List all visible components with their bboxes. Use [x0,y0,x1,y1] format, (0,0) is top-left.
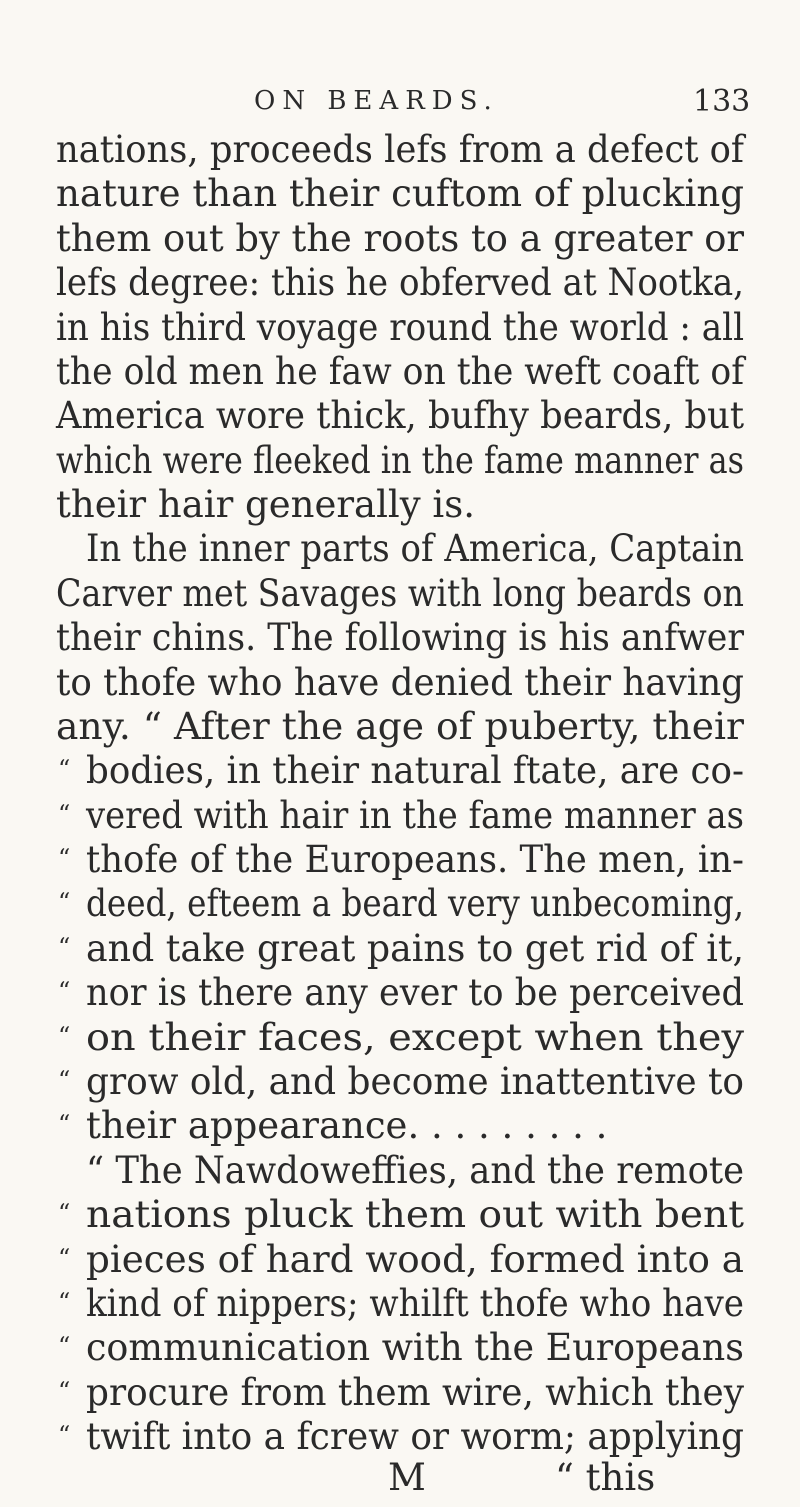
line-text: communication with the Europeans [86,1326,744,1370]
quote-mark: “ [58,1332,71,1361]
line-text: to thofe who have denied their having [56,660,744,704]
quote-mark: “ [58,844,71,873]
signature-mark: M [388,1456,426,1499]
line-text: grow old, and become inattentive to [86,1059,744,1103]
line-text: and take great pains to get rid of it, [86,926,744,970]
line-text: “ The Nawdoweffies, and the remote [86,1148,744,1192]
line-text: procure from them wire, which they [86,1370,744,1414]
line-text: Carver met Savages with long beards on [56,571,744,615]
catchword: “ this [555,1456,656,1499]
quote-mark: “ [58,1287,71,1316]
line-text: which were fleeked in the fame manner as [56,438,744,482]
line-text: on their faces, except when they [86,1015,744,1059]
line-text: kind of nippers; whilft thofe who have [86,1281,744,1325]
quote-mark: “ [58,1376,71,1405]
page-number: 133 [693,84,751,119]
line-text: nations, proceeds lefs from a defect of [56,128,744,171]
line-text: pieces of hard wood, formed into a [86,1237,744,1281]
line-text: in his third voyage round the world : all [56,305,744,349]
line-text: any. “ After the age of puberty, their [56,704,744,748]
quote-mark: “ [58,1199,71,1228]
quote-mark: “ [58,1110,71,1139]
line-text: their appearance. . . . . . . . . [86,1104,608,1148]
line-text: nor is there any ever to be perceived [86,971,744,1015]
line-text: their chins. The following is his anfwer [56,616,744,660]
quote-mark: “ [58,755,71,784]
line-text: deed, efteem a beard very unbecoming, [86,882,744,926]
line-text: lefs degree: this he obferved at Nootka, [56,261,744,305]
quote-mark: “ [58,932,71,961]
quote-mark: “ [58,1243,71,1272]
line-text: nations pluck them out with bent [86,1193,744,1237]
quote-mark: “ [58,888,71,917]
line-text: thofe of the Europeans. The men, in- [86,838,744,882]
quote-mark: “ [58,799,71,828]
quote-mark: “ [58,1065,71,1094]
quote-mark: “ [58,1021,71,1050]
line-text: their hair generally is. [56,483,476,527]
line-text: twift into a fcrew or worm; applying [86,1415,744,1459]
line-text: vered with hair in the fame manner as [86,793,744,837]
line-text: In the inner parts of America, Captain [86,527,744,571]
quote-mark: “ [58,1421,71,1450]
quote-mark: “ [58,977,71,1006]
line-text: nature than their cuftom of plucking [56,172,744,216]
line-text: bodies, in their natural ftate, are co- [86,749,744,793]
line-text: the old men he faw on the weft coaft of [56,349,744,393]
line-text: them out by the roots to a greater or [56,216,744,260]
page-header [0,82,800,122]
running-head: ON BEARDS. [254,86,499,116]
line-text: America wore thick, bufhy beards, but [56,394,744,438]
